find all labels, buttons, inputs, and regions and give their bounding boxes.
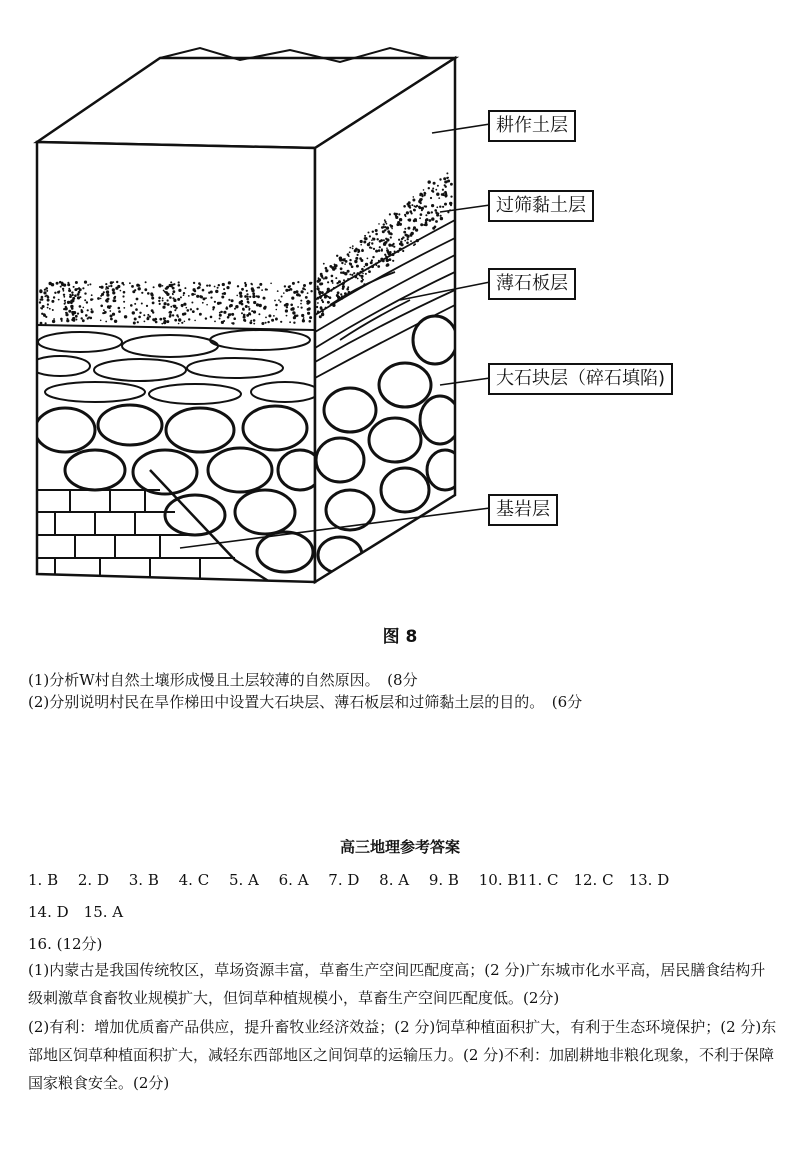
question-1: (1)分析W村自然土壤形成慢且土层较薄的自然原因。 (8分 [28, 671, 418, 689]
question-16-header: 16. (12分) [28, 935, 103, 953]
label-bedrock-layer: 基岩层 [488, 494, 558, 526]
label-boulder-layer: 大石块层（碎石填陷) [488, 363, 673, 395]
label-slate-layer: 薄石板层 [488, 268, 576, 300]
choice-line-2: 14. D 15. A [28, 903, 124, 921]
choice-answers [28, 869, 669, 923]
answer-16-part-1: (1)内蒙古是我国传统牧区，草场资源丰富，草畜生产空间匹配度高；(2 分)广东城市化水平高，居民膳食结构升级刺激草食畜牧业规模扩大，但饲草种植规模小，草畜生产空间匹配度低。(2分) [28, 961, 766, 1007]
answer-16-part-2: (2)有利：增加优质畜产品供应，提升畜牧业经济效益；(2 分)饲草种植面积扩大，有利于生态环境保护；(2 分)东部地区饲草种植面积扩大，减轻东西部地区之间饲草的运输压力。(2 分)不利：加剧耕地非粮化现象，不利于保障国家粮食安全。(2分) [28, 1018, 777, 1092]
answers-title: 高三地理参考答案 [339, 838, 460, 856]
label-clay-layer: 过筛黏土层 [488, 190, 594, 222]
choice-line-1: 1. B 2. D 3. B 4. C 5. A 6. A 7. D 8. A 9. B 10. B11. C 12. C 13. D [28, 871, 670, 889]
label-plough-layer: 耕作土层 [488, 110, 576, 142]
figure-caption: 图 8 [382, 627, 418, 647]
question-2: (2)分别说明村民在旱作梯田中设置大石块层、薄石板层和过筛黏土层的目的。 (6分 [28, 693, 583, 711]
